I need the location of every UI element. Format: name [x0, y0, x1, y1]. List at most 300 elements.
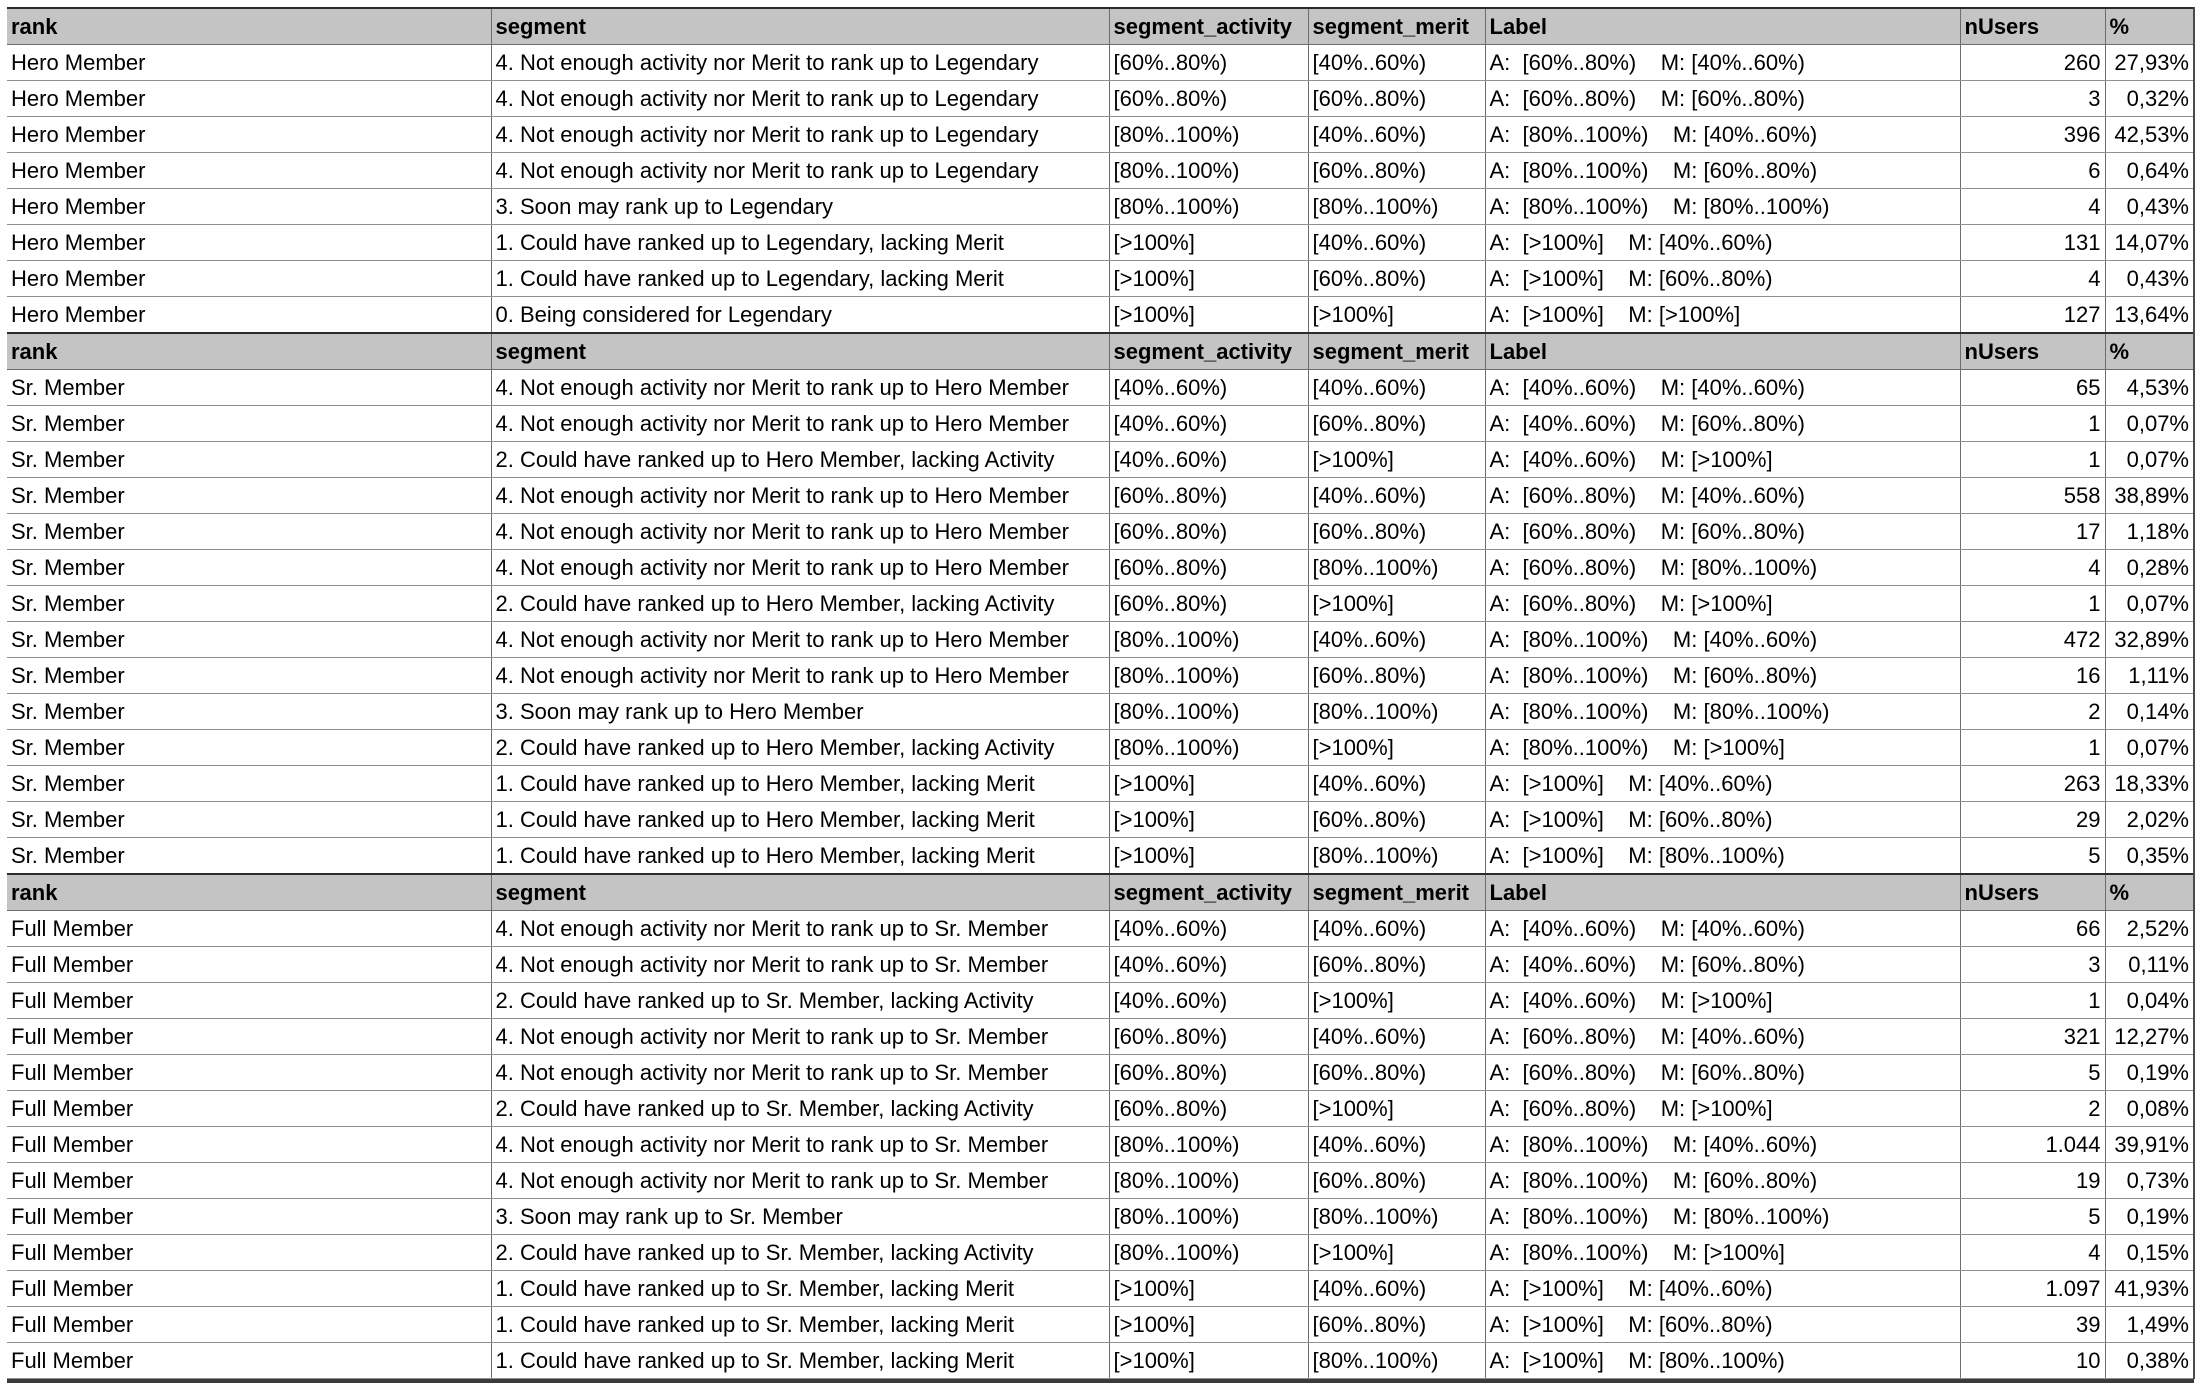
segment-activity-cell: [60%..80%) [1109, 45, 1308, 81]
segment-cell: 1. Could have ranked up to Legendary, lacking Merit [491, 225, 1109, 261]
rank-cell: Full Member [7, 1271, 491, 1307]
rank-cell: Full Member [7, 1307, 491, 1343]
segment-cell: 4. Not enough activity nor Merit to rank up to Legendary [491, 153, 1109, 189]
segment-merit-cell: [>100%] [1308, 442, 1485, 478]
nusers-cell: 321 [1960, 1019, 2105, 1055]
label-cell: A: [60%..80%) M: [60%..80%) [1485, 514, 1960, 550]
table-row [7, 81, 2194, 117]
segment-merit-cell: [>100%] [1308, 586, 1485, 622]
label-cell: A: [60%..80%) M: [40%..60%) [1485, 1019, 1960, 1055]
rank-cell: Hero Member [7, 117, 491, 153]
segment-cell: 4. Not enough activity nor Merit to rank up to Hero Member [491, 550, 1109, 586]
segment-cell: 4. Not enough activity nor Merit to rank up to Sr. Member [491, 947, 1109, 983]
table-row [7, 622, 2194, 658]
nusers-cell: 1 [1960, 983, 2105, 1019]
label-cell: A: [>100%] M: [60%..80%) [1485, 1307, 1960, 1343]
nusers-cell: 29 [1960, 802, 2105, 838]
segment-cell: 4. Not enough activity nor Merit to rank up to Sr. Member [491, 911, 1109, 947]
rank-cell: Hero Member [7, 81, 491, 117]
percent-cell: 42,53% [2105, 117, 2194, 153]
segment-merit-cell: [>100%] [1308, 730, 1485, 766]
table-row [7, 838, 2194, 875]
segment-activity-cell: [80%..100%) [1109, 117, 1308, 153]
segment-activity-cell: [40%..60%) [1109, 370, 1308, 406]
label-cell: A: [80%..100%) M: [80%..100%) [1485, 189, 1960, 225]
segment-activity-cell: [60%..80%) [1109, 81, 1308, 117]
segment-activity-cell: [>100%] [1109, 225, 1308, 261]
rank-cell: Sr. Member [7, 370, 491, 406]
percent-cell: 1,11% [2105, 658, 2194, 694]
table-row [7, 1127, 2194, 1163]
nusers-cell: 17 [1960, 514, 2105, 550]
segment-activity-cell: [80%..100%) [1109, 1199, 1308, 1235]
label-cell: A: [80%..100%) M: [40%..60%) [1485, 1127, 1960, 1163]
column-header-rank: rank [7, 333, 491, 370]
rank-cell: Sr. Member [7, 766, 491, 802]
nusers-cell: 10 [1960, 1343, 2105, 1379]
column-header-percent: % [2105, 874, 2194, 911]
segment-activity-cell: [>100%] [1109, 1271, 1308, 1307]
percent-cell: 38,89% [2105, 478, 2194, 514]
table-row [7, 189, 2194, 225]
label-cell: A: [80%..100%) M: [>100%] [1485, 730, 1960, 766]
segment-cell: 2. Could have ranked up to Hero Member, lacking Activity [491, 586, 1109, 622]
nusers-cell: 19 [1960, 1163, 2105, 1199]
segment-activity-cell: [60%..80%) [1109, 1019, 1308, 1055]
segment-cell: 2. Could have ranked up to Hero Member, lacking Activity [491, 442, 1109, 478]
column-header-nusers: nUsers [1960, 333, 2105, 370]
rank-cell: Hero Member [7, 153, 491, 189]
segment-activity-cell: [80%..100%) [1109, 694, 1308, 730]
column-header-nusers: nUsers [1960, 8, 2105, 45]
segment-cell: 4. Not enough activity nor Merit to rank up to Hero Member [491, 370, 1109, 406]
rank-cell: Full Member [7, 947, 491, 983]
rank-cell: Sr. Member [7, 406, 491, 442]
rank-cell: Sr. Member [7, 442, 491, 478]
table-row [7, 225, 2194, 261]
segment-activity-cell: [>100%] [1109, 1343, 1308, 1379]
column-header-nusers: nUsers [1960, 874, 2105, 911]
rank-cell: Full Member [7, 1127, 491, 1163]
segment-cell: 2. Could have ranked up to Sr. Member, lacking Activity [491, 983, 1109, 1019]
segment-merit-cell: [80%..100%) [1308, 189, 1485, 225]
nusers-cell: 3 [1960, 81, 2105, 117]
rank-cell: Sr. Member [7, 694, 491, 730]
column-header-rank: rank [7, 874, 491, 911]
segment-cell: 4. Not enough activity nor Merit to rank up to Legendary [491, 81, 1109, 117]
segment-merit-cell: [40%..60%) [1308, 911, 1485, 947]
segment-activity-cell: [60%..80%) [1109, 586, 1308, 622]
percent-cell: 18,33% [2105, 766, 2194, 802]
data-table [7, 7, 2195, 1379]
rank-cell: Sr. Member [7, 730, 491, 766]
segment-merit-cell: [>100%] [1308, 1091, 1485, 1127]
percent-cell: 0,38% [2105, 1343, 2194, 1379]
table-row [7, 550, 2194, 586]
table-row [7, 730, 2194, 766]
percent-cell: 32,89% [2105, 622, 2194, 658]
segment-cell: 2. Could have ranked up to Sr. Member, lacking Activity [491, 1235, 1109, 1271]
column-header-segment-merit: segment_merit [1308, 333, 1485, 370]
percent-cell: 27,93% [2105, 45, 2194, 81]
nusers-cell: 260 [1960, 45, 2105, 81]
segment-cell: 4. Not enough activity nor Merit to rank up to Sr. Member [491, 1163, 1109, 1199]
label-cell: A: [40%..60%) M: [>100%] [1485, 442, 1960, 478]
nusers-cell: 4 [1960, 550, 2105, 586]
bottom-border [7, 1379, 2194, 1383]
segment-merit-cell: [60%..80%) [1308, 802, 1485, 838]
segment-merit-cell: [40%..60%) [1308, 1127, 1485, 1163]
nusers-cell: 6 [1960, 153, 2105, 189]
rank-cell: Sr. Member [7, 838, 491, 875]
segment-cell: 1. Could have ranked up to Sr. Member, lacking Merit [491, 1307, 1109, 1343]
nusers-cell: 4 [1960, 189, 2105, 225]
segment-merit-cell: [60%..80%) [1308, 1163, 1485, 1199]
segment-merit-cell: [60%..80%) [1308, 261, 1485, 297]
nusers-cell: 1 [1960, 730, 2105, 766]
percent-cell: 0,07% [2105, 730, 2194, 766]
label-cell: A: [>100%] M: [60%..80%) [1485, 261, 1960, 297]
table-row [7, 947, 2194, 983]
rank-cell: Full Member [7, 1343, 491, 1379]
segment-merit-cell: [40%..60%) [1308, 478, 1485, 514]
label-cell: A: [60%..80%) M: [>100%] [1485, 586, 1960, 622]
table-row [7, 1091, 2194, 1127]
table-row [7, 1019, 2194, 1055]
segment-merit-cell: [60%..80%) [1308, 81, 1485, 117]
nusers-cell: 2 [1960, 1091, 2105, 1127]
nusers-cell: 66 [1960, 911, 2105, 947]
percent-cell: 0,07% [2105, 442, 2194, 478]
rank-cell: Sr. Member [7, 478, 491, 514]
segment-cell: 4. Not enough activity nor Merit to rank up to Legendary [491, 117, 1109, 153]
table-row [7, 442, 2194, 478]
segment-cell: 1. Could have ranked up to Hero Member, lacking Merit [491, 766, 1109, 802]
segment-merit-cell: [80%..100%) [1308, 838, 1485, 875]
segment-activity-cell: [80%..100%) [1109, 622, 1308, 658]
segment-merit-cell: [60%..80%) [1308, 153, 1485, 189]
table-row [7, 694, 2194, 730]
percent-cell: 0,32% [2105, 81, 2194, 117]
segment-cell: 1. Could have ranked up to Hero Member, lacking Merit [491, 838, 1109, 875]
segment-activity-cell: [80%..100%) [1109, 153, 1308, 189]
label-cell: A: [80%..100%) M: [60%..80%) [1485, 1163, 1960, 1199]
nusers-cell: 396 [1960, 117, 2105, 153]
label-cell: A: [>100%] M: [60%..80%) [1485, 802, 1960, 838]
nusers-cell: 39 [1960, 1307, 2105, 1343]
nusers-cell: 4 [1960, 261, 2105, 297]
table-row [7, 1055, 2194, 1091]
segment-cell: 1. Could have ranked up to Legendary, lacking Merit [491, 261, 1109, 297]
rank-cell: Sr. Member [7, 550, 491, 586]
label-cell: A: [40%..60%) M: [40%..60%) [1485, 370, 1960, 406]
segment-cell: 4. Not enough activity nor Merit to rank up to Hero Member [491, 478, 1109, 514]
table-row [7, 117, 2194, 153]
column-header-rank: rank [7, 8, 491, 45]
segment-activity-cell: [>100%] [1109, 838, 1308, 875]
segment-merit-cell: [60%..80%) [1308, 1307, 1485, 1343]
table-row [7, 1163, 2194, 1199]
percent-cell: 0,28% [2105, 550, 2194, 586]
segment-activity-cell: [40%..60%) [1109, 442, 1308, 478]
nusers-cell: 1 [1960, 406, 2105, 442]
percent-cell: 1,18% [2105, 514, 2194, 550]
nusers-cell: 1 [1960, 586, 2105, 622]
table-body [7, 8, 2194, 1379]
segment-merit-cell: [60%..80%) [1308, 947, 1485, 983]
percent-cell: 2,02% [2105, 802, 2194, 838]
rank-cell: Hero Member [7, 45, 491, 81]
segment-merit-cell: [40%..60%) [1308, 45, 1485, 81]
segment-cell: 4. Not enough activity nor Merit to rank up to Sr. Member [491, 1055, 1109, 1091]
column-header-segment-merit: segment_merit [1308, 8, 1485, 45]
segment-cell: 2. Could have ranked up to Hero Member, lacking Activity [491, 730, 1109, 766]
table-row [7, 586, 2194, 622]
percent-cell: 0,14% [2105, 694, 2194, 730]
percent-cell: 0,15% [2105, 1235, 2194, 1271]
segment-merit-cell: [>100%] [1308, 1235, 1485, 1271]
segment-activity-cell: [80%..100%) [1109, 730, 1308, 766]
nusers-cell: 1.097 [1960, 1271, 2105, 1307]
nusers-cell: 16 [1960, 658, 2105, 694]
segment-merit-cell: [60%..80%) [1308, 1055, 1485, 1091]
rank-cell: Sr. Member [7, 586, 491, 622]
table-row [7, 1307, 2194, 1343]
label-cell: A: [60%..80%) M: [40%..60%) [1485, 45, 1960, 81]
label-cell: A: [80%..100%) M: [40%..60%) [1485, 117, 1960, 153]
rank-cell: Full Member [7, 1163, 491, 1199]
segment-cell: 4. Not enough activity nor Merit to rank up to Sr. Member [491, 1127, 1109, 1163]
nusers-cell: 1.044 [1960, 1127, 2105, 1163]
table-row [7, 1271, 2194, 1307]
label-cell: A: [40%..60%) M: [>100%] [1485, 983, 1960, 1019]
rank-cell: Full Member [7, 983, 491, 1019]
nusers-cell: 1 [1960, 442, 2105, 478]
column-header-percent: % [2105, 8, 2194, 45]
segment-cell: 1. Could have ranked up to Sr. Member, lacking Merit [491, 1271, 1109, 1307]
rank-cell: Full Member [7, 911, 491, 947]
nusers-cell: 4 [1960, 1235, 2105, 1271]
segment-cell: 4. Not enough activity nor Merit to rank up to Legendary [491, 45, 1109, 81]
segment-activity-cell: [60%..80%) [1109, 550, 1308, 586]
label-cell: A: [>100%] M: [40%..60%) [1485, 766, 1960, 802]
label-cell: A: [>100%] M: [>100%] [1485, 297, 1960, 334]
nusers-cell: 5 [1960, 838, 2105, 875]
segment-merit-cell: [40%..60%) [1308, 1019, 1485, 1055]
label-cell: A: [80%..100%) M: [60%..80%) [1485, 658, 1960, 694]
table-row [7, 370, 2194, 406]
header-row [7, 333, 2194, 370]
segment-activity-cell: [40%..60%) [1109, 911, 1308, 947]
nusers-cell: 263 [1960, 766, 2105, 802]
nusers-cell: 131 [1960, 225, 2105, 261]
percent-cell: 0,08% [2105, 1091, 2194, 1127]
segment-cell: 4. Not enough activity nor Merit to rank up to Hero Member [491, 622, 1109, 658]
segment-cell: 1. Could have ranked up to Sr. Member, lacking Merit [491, 1343, 1109, 1379]
label-cell: A: [80%..100%) M: [40%..60%) [1485, 622, 1960, 658]
percent-cell: 14,07% [2105, 225, 2194, 261]
table-row [7, 802, 2194, 838]
rank-cell: Full Member [7, 1019, 491, 1055]
segment-merit-cell: [>100%] [1308, 297, 1485, 334]
label-cell: A: [80%..100%) M: [>100%] [1485, 1235, 1960, 1271]
segment-cell: 4. Not enough activity nor Merit to rank up to Sr. Member [491, 1019, 1109, 1055]
segment-cell: 1. Could have ranked up to Hero Member, lacking Merit [491, 802, 1109, 838]
label-cell: A: [>100%] M: [80%..100%) [1485, 838, 1960, 875]
header-row [7, 8, 2194, 45]
segment-activity-cell: [60%..80%) [1109, 1091, 1308, 1127]
rank-cell: Full Member [7, 1091, 491, 1127]
label-cell: A: [60%..80%) M: [60%..80%) [1485, 81, 1960, 117]
percent-cell: 0,43% [2105, 189, 2194, 225]
segment-activity-cell: [>100%] [1109, 766, 1308, 802]
segment-cell: 4. Not enough activity nor Merit to rank up to Hero Member [491, 514, 1109, 550]
column-header-segment: segment [491, 874, 1109, 911]
percent-cell: 2,52% [2105, 911, 2194, 947]
rank-cell: Hero Member [7, 297, 491, 334]
label-cell: A: [40%..60%) M: [60%..80%) [1485, 406, 1960, 442]
segment-activity-cell: [80%..100%) [1109, 189, 1308, 225]
segment-merit-cell: [80%..100%) [1308, 550, 1485, 586]
label-cell: A: [>100%] M: [80%..100%) [1485, 1343, 1960, 1379]
nusers-cell: 3 [1960, 947, 2105, 983]
segment-merit-cell: [>100%] [1308, 983, 1485, 1019]
segment-activity-cell: [80%..100%) [1109, 1235, 1308, 1271]
nusers-cell: 5 [1960, 1055, 2105, 1091]
table-row [7, 1235, 2194, 1271]
segment-activity-cell: [60%..80%) [1109, 1055, 1308, 1091]
percent-cell: 0,43% [2105, 261, 2194, 297]
table-row [7, 261, 2194, 297]
column-header-segment-activity: segment_activity [1109, 333, 1308, 370]
percent-cell: 0,35% [2105, 838, 2194, 875]
table-row [7, 45, 2194, 81]
table-row [7, 911, 2194, 947]
percent-cell: 0,07% [2105, 586, 2194, 622]
percent-cell: 0,19% [2105, 1199, 2194, 1235]
percent-cell: 1,49% [2105, 1307, 2194, 1343]
label-cell: A: [80%..100%) M: [60%..80%) [1485, 153, 1960, 189]
segment-merit-cell: [60%..80%) [1308, 406, 1485, 442]
segment-merit-cell: [40%..60%) [1308, 766, 1485, 802]
segment-merit-cell: [40%..60%) [1308, 370, 1485, 406]
column-header-percent: % [2105, 333, 2194, 370]
column-header-label: Label [1485, 8, 1960, 45]
segment-activity-cell: [40%..60%) [1109, 947, 1308, 983]
segment-activity-cell: [>100%] [1109, 261, 1308, 297]
label-cell: A: [>100%] M: [40%..60%) [1485, 1271, 1960, 1307]
nusers-cell: 5 [1960, 1199, 2105, 1235]
table-row [7, 297, 2194, 334]
segment-activity-cell: [>100%] [1109, 1307, 1308, 1343]
percent-cell: 0,11% [2105, 947, 2194, 983]
segment-cell: 3. Soon may rank up to Sr. Member [491, 1199, 1109, 1235]
label-cell: A: [80%..100%) M: [80%..100%) [1485, 1199, 1960, 1235]
label-cell: A: [40%..60%) M: [60%..80%) [1485, 947, 1960, 983]
percent-cell: 0,64% [2105, 153, 2194, 189]
label-cell: A: [60%..80%) M: [80%..100%) [1485, 550, 1960, 586]
segment-activity-cell: [>100%] [1109, 802, 1308, 838]
table-row [7, 406, 2194, 442]
rank-cell: Hero Member [7, 261, 491, 297]
rank-cell: Sr. Member [7, 658, 491, 694]
nusers-cell: 2 [1960, 694, 2105, 730]
segment-cell: 4. Not enough activity nor Merit to rank up to Hero Member [491, 658, 1109, 694]
label-cell: A: [60%..80%) M: [40%..60%) [1485, 478, 1960, 514]
segment-cell: 0. Being considered for Legendary [491, 297, 1109, 334]
segment-activity-cell: [80%..100%) [1109, 658, 1308, 694]
rank-cell: Hero Member [7, 225, 491, 261]
segment-activity-cell: [60%..80%) [1109, 478, 1308, 514]
segment-merit-cell: [40%..60%) [1308, 1271, 1485, 1307]
table-row [7, 983, 2194, 1019]
percent-cell: 39,91% [2105, 1127, 2194, 1163]
percent-cell: 0,07% [2105, 406, 2194, 442]
table-row [7, 514, 2194, 550]
segment-merit-cell: [80%..100%) [1308, 694, 1485, 730]
rank-cell: Sr. Member [7, 622, 491, 658]
segment-activity-cell: [>100%] [1109, 297, 1308, 334]
percent-cell: 0,04% [2105, 983, 2194, 1019]
percent-cell: 4,53% [2105, 370, 2194, 406]
segment-merit-cell: [80%..100%) [1308, 1343, 1485, 1379]
segment-activity-cell: [80%..100%) [1109, 1127, 1308, 1163]
segment-cell: 2. Could have ranked up to Sr. Member, lacking Activity [491, 1091, 1109, 1127]
table-row [7, 478, 2194, 514]
segment-cell: 3. Soon may rank up to Legendary [491, 189, 1109, 225]
percent-cell: 13,64% [2105, 297, 2194, 334]
table-row [7, 658, 2194, 694]
segment-merit-cell: [60%..80%) [1308, 658, 1485, 694]
segment-merit-cell: [40%..60%) [1308, 225, 1485, 261]
nusers-cell: 558 [1960, 478, 2105, 514]
rank-cell: Full Member [7, 1199, 491, 1235]
column-header-segment-activity: segment_activity [1109, 874, 1308, 911]
label-cell: A: [60%..80%) M: [>100%] [1485, 1091, 1960, 1127]
nusers-cell: 65 [1960, 370, 2105, 406]
segment-merit-cell: [60%..80%) [1308, 514, 1485, 550]
nusers-cell: 472 [1960, 622, 2105, 658]
segment-merit-cell: [40%..60%) [1308, 622, 1485, 658]
percent-cell: 0,19% [2105, 1055, 2194, 1091]
column-header-segment-activity: segment_activity [1109, 8, 1308, 45]
table-row [7, 766, 2194, 802]
column-header-segment-merit: segment_merit [1308, 874, 1485, 911]
percent-cell: 12,27% [2105, 1019, 2194, 1055]
table-row [7, 1343, 2194, 1379]
column-header-segment: segment [491, 333, 1109, 370]
segment-activity-cell: [80%..100%) [1109, 1163, 1308, 1199]
table-row [7, 153, 2194, 189]
label-cell: A: [60%..80%) M: [60%..80%) [1485, 1055, 1960, 1091]
header-row [7, 874, 2194, 911]
table-row [7, 1199, 2194, 1235]
nusers-cell: 127 [1960, 297, 2105, 334]
segment-merit-cell: [40%..60%) [1308, 117, 1485, 153]
segment-merit-cell: [80%..100%) [1308, 1199, 1485, 1235]
column-header-label: Label [1485, 333, 1960, 370]
label-cell: A: [>100%] M: [40%..60%) [1485, 225, 1960, 261]
rank-cell: Sr. Member [7, 802, 491, 838]
column-header-segment: segment [491, 8, 1109, 45]
column-header-label: Label [1485, 874, 1960, 911]
label-cell: A: [80%..100%) M: [80%..100%) [1485, 694, 1960, 730]
segment-activity-cell: [40%..60%) [1109, 983, 1308, 1019]
percent-cell: 0,73% [2105, 1163, 2194, 1199]
segment-cell: 4. Not enough activity nor Merit to rank up to Hero Member [491, 406, 1109, 442]
segment-activity-cell: [40%..60%) [1109, 406, 1308, 442]
rank-cell: Full Member [7, 1055, 491, 1091]
